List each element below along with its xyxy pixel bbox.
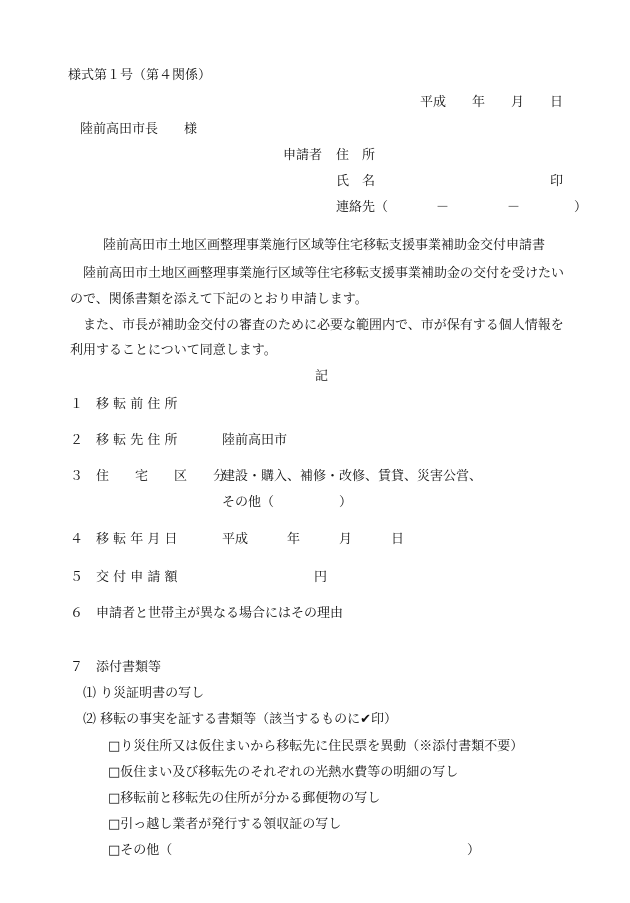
ki-heading: 記: [315, 369, 329, 384]
date-line: 平成 年 月 日: [420, 95, 564, 110]
address-label: 住 所: [336, 148, 376, 163]
item-5-label: 交 付 申 請 額: [96, 570, 178, 585]
attachment-sub-2: ⑵ 移転の事実を証する書類等（該当するものに✔印）: [83, 712, 398, 727]
item-4-label: 移 転 年 月 日: [96, 532, 178, 547]
item-6-label: 申請者と世帯主が異なる場合にはその理由: [96, 606, 344, 621]
item-3-value-line1: 建設・購入、補修・改修、賃貸、災害公営、: [222, 469, 483, 484]
attachment-sub-1: ⑴ り災証明書の写し: [83, 686, 205, 701]
seal-mark: 印: [550, 174, 564, 189]
item-2-label: 移 転 先 住 所: [96, 433, 178, 448]
item-4-value: 平成 年 月 日: [222, 532, 405, 547]
document-title: 陸前高田市土地区画整理事業施行区域等住宅移転支援事業補助金交付申請書: [103, 238, 546, 253]
body-para2-line2: 利用することについて同意します。: [70, 343, 277, 358]
body-para1-line2: ので、関係書類を添えて下記のとおり申請します。: [70, 292, 368, 307]
item-1-label: 移 転 前 住 所: [96, 397, 178, 412]
checklist-item-3: □移転前と移転先の住所が分かる郵便物の写し: [108, 791, 381, 806]
item-3-label: 住 宅 区 分: [96, 469, 227, 484]
name-label: 氏 名: [336, 174, 376, 189]
item-3-number: ３: [70, 469, 84, 484]
checklist-item-1: □り災住所又は仮住まいから移転先に住民票を異動（※添付書類不要）: [108, 739, 524, 754]
item-7-label: 添付書類等: [96, 660, 162, 675]
item-2-number: ２: [70, 433, 84, 448]
checklist-item-4: □引っ越し業者が発行する領収証の写し: [108, 817, 342, 832]
item-6-number: ６: [70, 606, 84, 621]
checklist-other-close: ）: [467, 843, 481, 858]
item-3-value-line2: その他（ ）: [222, 495, 353, 510]
item-1-number: １: [70, 397, 84, 412]
applicant-label: 申請者: [283, 148, 323, 163]
addressee: 陸前高田市長 様: [80, 122, 198, 137]
contact-close: ）: [574, 200, 588, 215]
contact-dash-1: －: [436, 200, 450, 215]
item-4-number: ４: [70, 532, 84, 547]
checklist-item-2: □仮住まい及び移転先のそれぞれの光熱水費等の明細の写し: [108, 765, 459, 780]
item-7-number: ７: [70, 660, 84, 675]
form-number: 様式第１号（第４関係）: [68, 68, 212, 83]
item-5-number: ５: [70, 570, 84, 585]
body-para1-line1: 陸前高田市土地区画整理事業施行区域等住宅移転支援事業補助金の交付を受けたい: [83, 266, 565, 281]
contact-label: 連絡先（: [336, 200, 389, 215]
checklist-item-5: □その他（: [108, 843, 173, 858]
contact-dash-2: －: [507, 200, 521, 215]
body-para2-line1: また、市長が補助金交付の審査のために必要な範囲内で、市が保有する個人情報を: [83, 318, 564, 333]
item-5-unit: 円: [314, 570, 328, 585]
item-2-value: 陸前高田市: [222, 433, 288, 448]
